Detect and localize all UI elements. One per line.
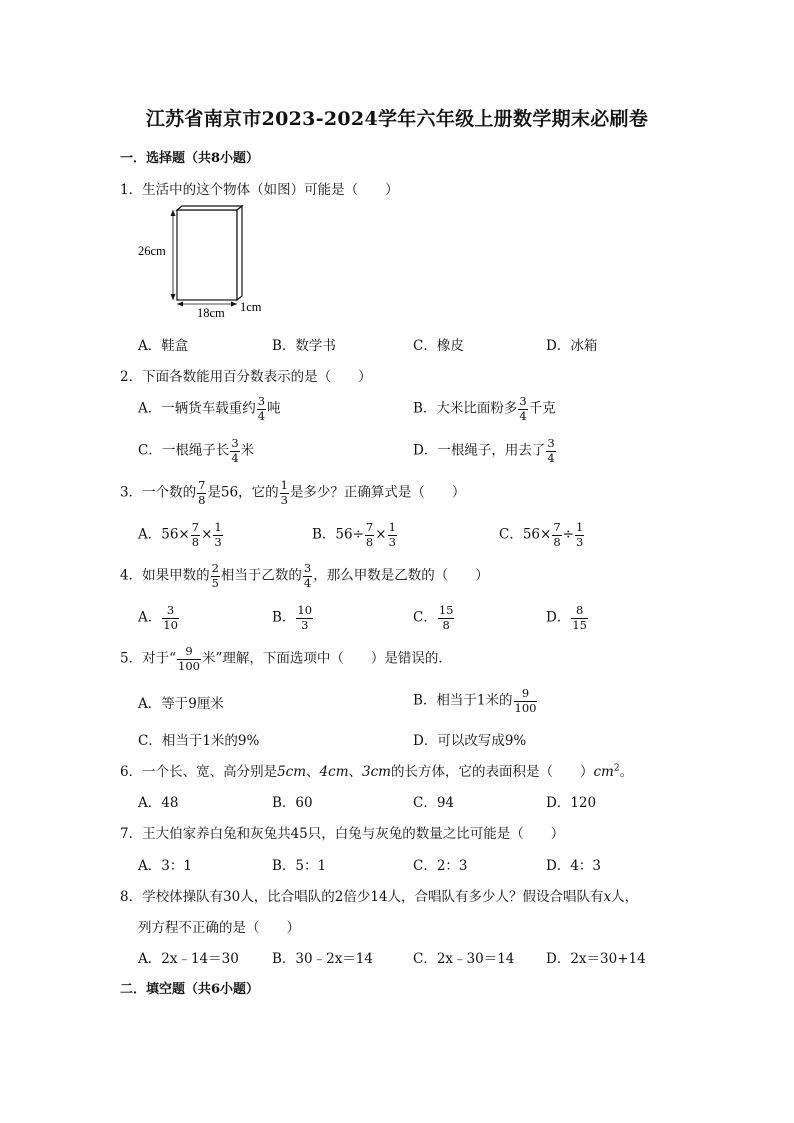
fraction xyxy=(296,605,313,631)
q4-option-d[interactable] xyxy=(546,605,589,631)
q2-option-c[interactable] xyxy=(138,438,254,464)
width-label: 18cm xyxy=(197,306,225,320)
fraction-numerator: 1 xyxy=(280,478,288,492)
q5-option-b[interactable] xyxy=(413,688,538,714)
fraction-denominator: 4 xyxy=(519,408,527,423)
fraction-numerator: 2 xyxy=(211,561,219,575)
q3-option-b-operator: × xyxy=(375,526,387,543)
fraction-denominator: 15 xyxy=(572,617,587,632)
book-front-face xyxy=(177,210,237,300)
q7-option-b[interactable]: B．5：1 xyxy=(272,858,327,874)
fraction xyxy=(162,605,179,631)
fraction-numerator: 3 xyxy=(547,436,555,450)
q8-option-b[interactable]: B．30﹣2x＝14 xyxy=(272,951,373,967)
fraction-numerator: 1 xyxy=(575,520,584,534)
height-label: 26cm xyxy=(138,244,166,258)
q4-option-c-letter: C． xyxy=(413,609,437,626)
fraction xyxy=(365,522,374,548)
question-2-stem: 2．下面各数能用百分数表示的是（ ） xyxy=(120,369,372,385)
q6-text-1: 6．一个长、宽、高分别是 xyxy=(120,764,278,780)
fraction-denominator: 8 xyxy=(191,534,200,549)
q2-option-a-text: A．一辆货车载重约 xyxy=(138,400,256,417)
fraction xyxy=(177,646,201,672)
q3-option-c-text: C．56× xyxy=(499,526,552,543)
fraction-denominator: 8 xyxy=(198,492,206,507)
question-8-stem xyxy=(120,885,638,905)
fraction xyxy=(546,438,555,464)
q7-option-c[interactable]: C．2：3 xyxy=(413,858,468,874)
q4-option-c[interactable] xyxy=(413,605,455,631)
question-7-stem: 7．王大伯家养白兔和灰兔共45只，白兔与灰兔的数量之比可能是（ ） xyxy=(120,826,565,842)
depth-label: 1cm xyxy=(240,300,262,314)
book-side-face xyxy=(237,206,242,300)
q2-option-b-text: B．大米比面粉多 xyxy=(413,400,518,417)
q5-text-2: 米”理解，下面选项中（ ）是错误的． xyxy=(201,650,452,667)
fraction xyxy=(571,605,588,631)
fraction-numerator: 8 xyxy=(571,605,588,619)
q3-text-1: 3．一个数的 xyxy=(120,484,197,501)
q3-option-c-operator: ÷ xyxy=(562,526,574,543)
q4-text-3: ，那么甲数是乙数的（ ） xyxy=(313,567,489,584)
q5-option-b-text: B．相当于1米的 xyxy=(413,692,513,709)
fraction xyxy=(303,563,312,589)
q6-text-2: 的长方体，它的表面积是（ ） xyxy=(390,764,594,780)
q4-text-2: 相当于乙数的 xyxy=(220,567,302,584)
q3-option-a[interactable] xyxy=(138,522,224,548)
q4-option-b-letter: B． xyxy=(272,609,296,626)
fraction-numerator: 15 xyxy=(438,603,454,617)
fraction xyxy=(191,522,200,548)
q1-option-c[interactable]: C．橡皮 xyxy=(413,338,464,354)
q6-option-d[interactable]: D．120 xyxy=(546,795,597,811)
q6-text-end: 。 xyxy=(619,764,634,780)
q2-option-c-text: C．一根绳子长 xyxy=(138,442,230,459)
q2-option-d-text: D．一根绳子，用去了 xyxy=(413,442,546,459)
fraction-numerator: 7 xyxy=(191,520,200,534)
q3-option-b-text: B．56÷ xyxy=(312,526,364,543)
fraction xyxy=(388,522,397,548)
fraction-denominator: 4 xyxy=(303,575,312,590)
q1-option-a[interactable]: A．鞋盒 xyxy=(138,338,189,354)
q2-option-d[interactable] xyxy=(413,438,557,464)
fraction-numerator: 7 xyxy=(365,520,374,534)
fraction-numerator: 9 xyxy=(514,688,538,702)
q6-width: 4cm xyxy=(319,764,349,780)
q6-option-c[interactable]: C．94 xyxy=(413,795,455,811)
fraction-denominator: 8 xyxy=(442,617,450,632)
fraction-numerator: 7 xyxy=(553,520,561,534)
q6-length: 5cm xyxy=(277,764,307,780)
q2-option-b-unit: 千克 xyxy=(528,400,556,417)
q4-option-a[interactable] xyxy=(138,605,180,631)
question-5-stem xyxy=(120,646,452,672)
q4-option-a-letter: A． xyxy=(138,609,162,626)
question-8-stem-line-2: 列方程不正确的是（ ） xyxy=(138,920,300,936)
fraction-denominator: 8 xyxy=(553,534,561,549)
fraction-denominator: 4 xyxy=(231,450,239,465)
q6-option-a[interactable]: A．48 xyxy=(138,795,179,811)
q6-separator-1: 、 xyxy=(306,764,320,780)
question-6-stem xyxy=(120,760,633,780)
question-3-stem xyxy=(120,480,465,506)
fraction xyxy=(280,480,289,506)
fraction xyxy=(575,522,584,548)
q8-option-c[interactable]: C．2x﹣30＝14 xyxy=(413,951,515,967)
q1-option-d[interactable]: D．冰箱 xyxy=(546,338,598,354)
q5-option-c[interactable]: C．相当于1米的9% xyxy=(138,733,260,749)
q2-option-a[interactable] xyxy=(138,396,281,422)
q5-option-d[interactable]: D．可以改写成9% xyxy=(413,733,527,749)
q3-text-3: 是多少？正确算式是（ ） xyxy=(289,484,466,501)
fraction xyxy=(213,522,222,548)
fraction-numerator: 3 xyxy=(257,394,266,408)
height-arrow-bottom-icon xyxy=(171,294,176,300)
q4-text-1: 4．如果甲数的 xyxy=(120,567,210,584)
q1-option-b[interactable]: B．数学书 xyxy=(272,338,336,354)
q3-option-a-operator: × xyxy=(201,526,213,543)
q2-option-a-unit: 吨 xyxy=(267,400,281,417)
fraction-denominator: 10 xyxy=(163,617,178,632)
q7-option-a[interactable]: A．3：1 xyxy=(138,858,192,874)
q6-height: 3cm xyxy=(362,764,391,780)
q8-option-d[interactable]: D．2x＝30+14 xyxy=(546,951,646,967)
q3-option-a-text: A．56× xyxy=(138,526,190,543)
fraction-numerator: 3 xyxy=(303,561,312,575)
section-heading-fill-in: 二．填空题（共6小题） xyxy=(120,982,260,997)
fraction xyxy=(518,396,527,422)
width-arrow-right-icon xyxy=(231,302,237,307)
q8-line-1-end: 人， xyxy=(611,889,639,905)
question-4-stem xyxy=(120,563,489,589)
fraction xyxy=(438,605,455,631)
fraction-denominator: 4 xyxy=(547,450,555,465)
fraction xyxy=(230,438,239,464)
fraction-numerator: 9 xyxy=(177,646,201,660)
width-arrow-left-icon xyxy=(177,302,183,307)
q4-option-d-letter: D． xyxy=(546,609,571,626)
fraction-denominator: 3 xyxy=(280,492,288,507)
fraction xyxy=(211,563,220,589)
q4-option-b[interactable] xyxy=(272,605,314,631)
fraction xyxy=(552,522,561,548)
section-heading-choice: 一．选择题（共8小题） xyxy=(120,151,260,166)
fraction-denominator: 5 xyxy=(211,575,219,590)
q8-option-a[interactable]: A．2x﹣14＝30 xyxy=(138,951,239,967)
page-title: 江苏省南京市2023-2024学年六年级上册数学期末必刷卷 xyxy=(145,108,649,130)
fraction-denominator: 3 xyxy=(388,534,396,549)
fraction-denominator: 100 xyxy=(514,700,537,715)
height-arrow-top-icon xyxy=(171,210,176,216)
q6-option-b[interactable]: B．60 xyxy=(272,795,313,811)
fraction-numerator: 3 xyxy=(162,605,179,619)
q2-option-c-unit: 米 xyxy=(240,442,255,459)
q3-option-b[interactable] xyxy=(312,522,398,548)
fraction-denominator: 3 xyxy=(214,534,222,549)
fraction xyxy=(257,396,266,422)
fraction-numerator: 10 xyxy=(297,603,313,617)
q5-text-1: 5．对于“ xyxy=(120,650,176,667)
fraction-numerator: 1 xyxy=(214,520,222,534)
fraction-numerator: 3 xyxy=(519,394,527,408)
fraction-denominator: 3 xyxy=(575,534,584,549)
book-figure xyxy=(130,198,280,323)
fraction-numerator: 7 xyxy=(198,478,206,492)
q3-option-c[interactable] xyxy=(499,522,585,548)
fraction-numerator: 3 xyxy=(231,436,239,450)
q5-option-a[interactable]: A．等于9厘米 xyxy=(138,696,224,712)
q6-unit: cm xyxy=(593,764,614,780)
question-1-stem: 1．生活中的这个物体（如图）可能是（ ） xyxy=(120,182,399,198)
q8-variable: x xyxy=(603,889,612,905)
fraction-denominator: 8 xyxy=(365,534,374,549)
fraction-numerator: 1 xyxy=(388,520,396,534)
q6-unit-exponent: 2 xyxy=(613,763,620,774)
fraction-denominator: 4 xyxy=(257,408,266,423)
q7-option-d[interactable]: D．4：3 xyxy=(546,858,602,874)
fraction-denominator: 3 xyxy=(301,617,309,632)
book-top-face xyxy=(177,206,242,210)
q6-separator-2: 、 xyxy=(348,764,362,780)
fraction xyxy=(514,688,538,714)
fraction-denominator: 100 xyxy=(178,658,200,673)
fraction xyxy=(197,480,206,506)
q8-line-1: 8．学校体操队有30人，比合唱队的2倍少14人，合唱队有多少人？假设合唱队有 xyxy=(120,889,604,905)
q3-text-2: 是56，它的 xyxy=(207,484,279,501)
q2-option-b[interactable] xyxy=(413,396,556,422)
